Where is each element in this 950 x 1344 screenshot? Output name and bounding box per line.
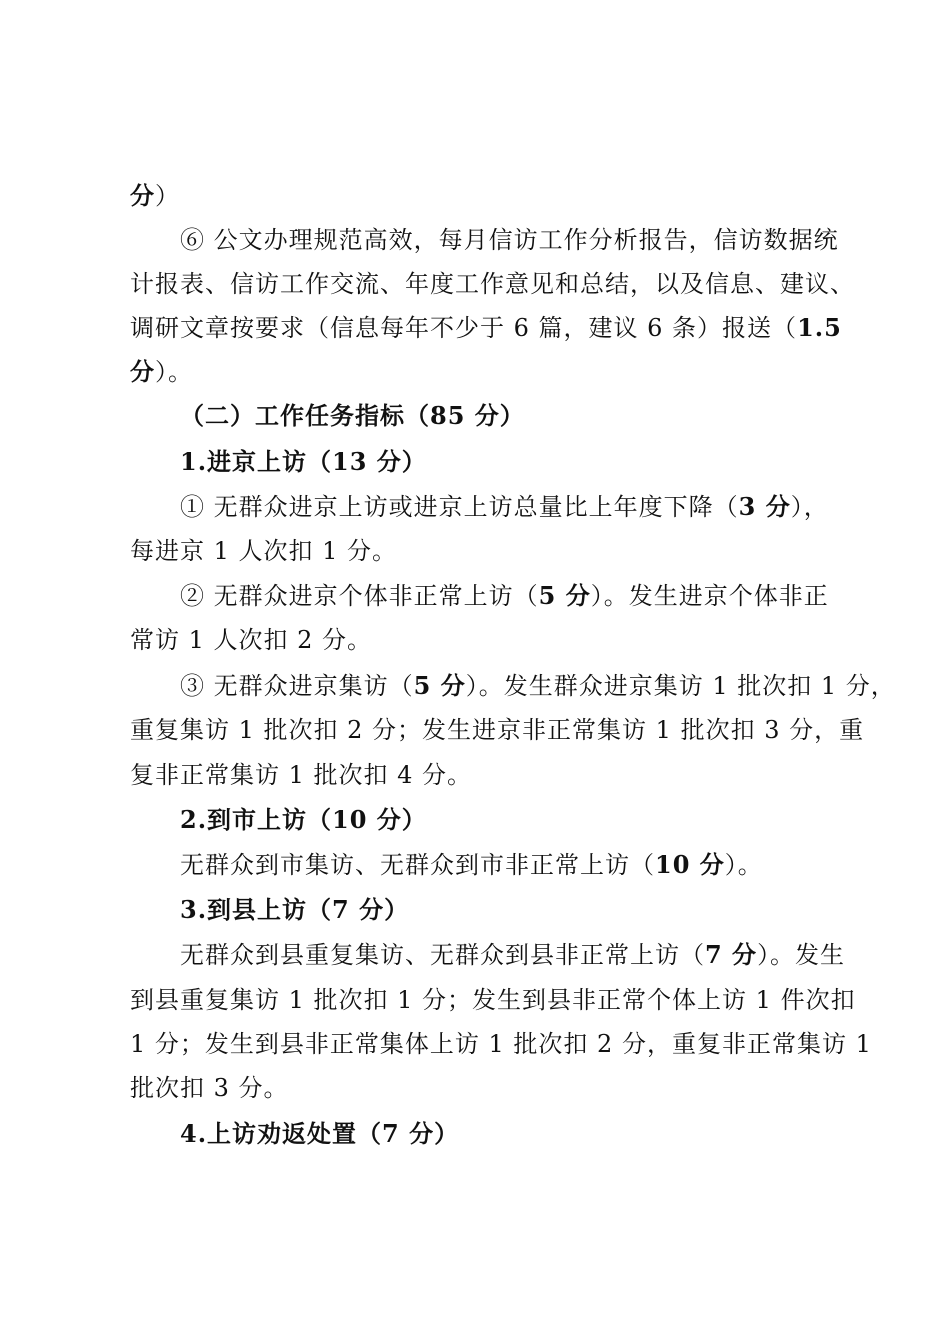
- paragraph-line: ⑥ 公文办理规范高效，每月信访工作分析报告，信访数据统: [180, 226, 839, 254]
- subsection-heading: 3.到县上访（7 分）: [180, 895, 410, 924]
- section-heading: （二）工作任务指标（85 分）: [180, 401, 525, 430]
- paragraph-line: 计报表、信访工作交流、年度工作意见和总结，以及信息、建议、: [130, 270, 855, 298]
- paragraph-line: 1 分；发生到县非正常集体上访 1 批次扣 2 分，重复非正常集访 1: [130, 1030, 872, 1058]
- paragraph-line: 每进京 1 人次扣 1 分。: [130, 537, 398, 565]
- paragraph-line: 分）。: [130, 357, 193, 386]
- paragraph-line: 分）: [130, 181, 180, 210]
- subsection-heading: 1.进京上访（13 分）: [180, 447, 427, 476]
- paragraph-line: 重复集访 1 批次扣 2 分；发生进京非正常集访 1 批次扣 3 分，重: [130, 716, 865, 744]
- paragraph-line: 到县重复集访 1 批次扣 1 分；发生到县非正常个体上访 1 件次扣: [130, 986, 856, 1014]
- paragraph-line: 批次扣 3 分。: [130, 1074, 289, 1102]
- paragraph-line: 常访 1 人次扣 2 分。: [130, 626, 373, 654]
- subsection-heading: 2.到市上访（10 分）: [180, 805, 427, 834]
- paragraph-line: 复非正常集访 1 批次扣 4 分。: [130, 761, 473, 789]
- paragraph-line: ② 无群众进京个体非正常上访（5 分）。发生进京个体非正: [180, 581, 829, 610]
- paragraph-line: 无群众到县重复集访、无群众到县非正常上访（7 分）。发生: [180, 940, 846, 969]
- subsection-heading: 4.上访劝返处置（7 分）: [180, 1119, 460, 1148]
- paragraph-line: ③ 无群众进京集访（5 分）。发生群众进京集访 1 批次扣 1 分，: [180, 671, 896, 700]
- paragraph-line: 无群众到市集访、无群众到市非正常上访（10 分）。: [180, 850, 763, 879]
- paragraph-line: ① 无群众进京上访或进京上访总量比上年度下降（3 分），: [180, 492, 829, 521]
- paragraph-line: 调研文章按要求（信息每年不少于 6 篇，建议 6 条）报送（1.5: [130, 313, 842, 342]
